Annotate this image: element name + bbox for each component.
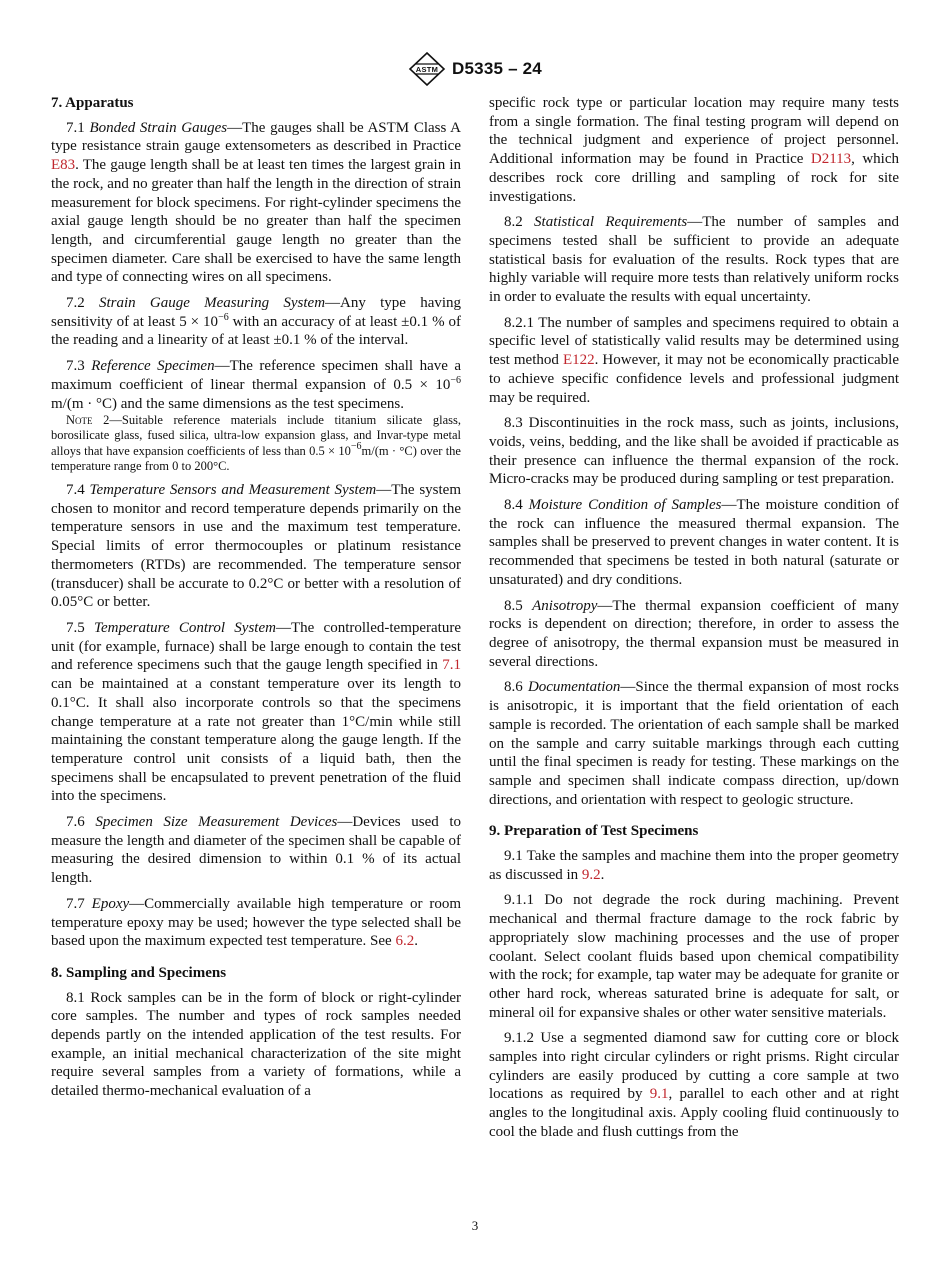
paragraph-7-5: 7.5 Temperature Control System—The controlled-temperature unit (for example, furnace) shall be large enough to contain the test and reference specimens such that the gauge length specified in 7.1 can be maintained at a constant temperature over its length to 0.1°C. It shall also incorporate controls so that the specimens change temperature at a rate not greater than 1°C/min while still maintaining the constant temperature along the gauge length. If the temperature control unit consists of a liquid bath, then the specimens shall be encapsulated to prevent penetration of the fluid into the specimens. (51, 619, 461, 805)
svg-text:ASTM: ASTM (415, 65, 439, 74)
reference-link[interactable]: 7.1 (442, 657, 461, 674)
reference-link[interactable]: E83 (51, 157, 76, 174)
paragraph-7-3: 7.3 Reference Specimen—The reference specimen shall have a maximum coefficient of linear thermal expansion of $0.5 \times 10^{-6}$ m/(m · °C) and the same dimensions as the test specimens. (51, 358, 462, 412)
paragraph-8-1-continued: specific rock type or particular location may require many tests from a single formation. The final testing program will depend on the technical judgment and experience of project personnel. Additional information may be found in Practice D2113, which describes rock core drilling and sampling of rock for site investigations. (489, 95, 899, 205)
note-2: Note 2—Suitable reference materials include titanium silicate glass, borosilicate glass, fused silica, ultra-low expansion glass, and Invar-type metal alloys that have expansion coefficients of less than $0.5 \times 10^{-6}m/(m \cdot ^\circ C)$ over the temperature range from 0 to 200°C. (51, 413, 461, 473)
section-9-heading: 9. Preparation of Test Specimens (489, 823, 699, 840)
paragraph-8-2-1: 8.2.1 The number of samples and specimens required to obtain a specific level of statistically valid results may be determined using test method E122. However, it may not be economically practicable to achieve specific confidence levels and professional judgment may be required. (489, 314, 899, 406)
paragraph-8-2: 8.2 Statistical Requirements—The number of samples and specimens tested shall be sufficient to provide an adequate statistical basis for evaluation of the results. Rock types that are highly variable will require more tests than relatively uniform rocks in order to evaluate the results with equal uncertainty. (489, 214, 900, 306)
reference-link[interactable]: E122 (562, 352, 595, 369)
document-id: D5335 – 24 (452, 59, 542, 78)
left-column (51, 94, 461, 1101)
paragraph-8-1: 8.1 Rock samples can be in the form of block or right-cylinder core samples. The number and types of rock samples needed depends partly on the intended application of the test results. For example, an initial mechanical characterization of the site might require several samples from a variety of formations, while a detailed thermo-mechanical evaluation of a (51, 989, 461, 1100)
reference-link[interactable]: D2113 (810, 151, 852, 168)
paragraph-7-4: 7.4 Temperature Sensors and Measurement System—The system chosen to monitor and record temperature depends primarily on the temperature sensors in use and the maximum test temperature. Special limits of error thermocouples or platinum resistance thermometers (RTDs) are recommended. The temperature sensor (transducer) shall be accurate to 0.2°C or better with a resolution of 0.05°C or better. (51, 482, 461, 611)
section-8-heading: 8. Sampling and Specimens (51, 964, 227, 981)
paragraph-8-5: 8.5 Anisotropy—The thermal expansion coefficient of many rocks is dependent on direction; therefore, in order to assess the degree of anisotropy, the thermal expansion must be measured in several directions. (489, 597, 899, 670)
paragraph-7-7: 7.7 Epoxy—Commercially available high temperature or room temperature epoxy may be used; however the type selected shall be based upon the maximum expected test temperature. See 6.2. (51, 895, 461, 950)
reference-link[interactable]: 6.2 (395, 933, 415, 950)
paragraph-9-1-1: 9.1.1 Do not degrade the rock during machining. Prevent mechanical and thermal fracture damage to the rock fabric by appropriately slow machining processes and the use of proper coolant. Select coolant fluids based upon chemical compatibility with the rock; for example, tap water may be adequate for granite or other hard rock, whereas saturated brine is adequate for salt, or mineral oil for expansive shales or other water sensitive materials. (489, 892, 899, 1021)
page-header (0, 52, 950, 86)
reference-link[interactable]: 9.1 (649, 1086, 669, 1103)
astm-logo-icon (408, 52, 446, 86)
right-column (489, 94, 899, 1142)
paragraph-8-4: 8.4 Moisture Condition of Samples—The moisture condition of the rock can influence the measured thermal expansion. The samples shall be preserved to prevent changes in water content. It is recommended that specimens be tested in both natural (saturate or unsaturated) and dry conditions. (489, 497, 900, 588)
page-number: 3 (471, 1218, 479, 1233)
paragraph-7-1: 7.1 Bonded Strain Gauges—The gauges shall be ASTM Class A type resistance strain gauge extensometers as described in Practice E83. The gauge length shall be at least ten times the largest grain in the rock, and no greater than half the length in the direction of strain measurement for block specimens. For right-cylinder specimens the axial gauge length should be no greater than half the specimen length, and circumferential gauge length no greater than the specimen diameter. Care shall be exercised to have the same length and type of connecting wires on all specimens. (51, 119, 462, 286)
paragraph-9-1: 9.1 Take the samples and machine them into the proper geometry as discussed in 9.2. (489, 848, 899, 883)
paragraph-9-1-2: 9.1.2 Use a segmented diamond saw for cutting core or block samples into right circular cylinders or right prisms. Right circular cylinders are easily produced by cutting a core sample at two locations as required by 9.1, parallel to each other and at right angles to the longitudinal axis. Apply cooling fluid continuously to cool the blade and flush cuttings from the (489, 1030, 899, 1140)
paragraph-7-6: 7.6 Specimen Size Measurement Devices—Devices used to measure the length and diameter of the specimen shall be capable of measuring the desired dimension to within 0.1 % of its actual length. (51, 814, 461, 887)
paragraph-8-3: 8.3 Discontinuities in the rock mass, such as joints, inclusions, voids, veins, bedding, and the like shall be avoided if practicable as their presence can influence the thermal expansion of the rock. Micro-cracks may be produced during sampling or test preparation. (489, 415, 899, 488)
paragraph-8-6: 8.6 Documentation—Since the thermal expansion of most rocks is anisotropic, it is important that the field orientation of each sample is recorded. The orientation of each sample shall be marked on the sample and carry suitable markings through each cutting until the final specimen is ready for testing. These markings on the sample and specimen shall indicate compass direction, up/down directions, and orientation with respect to geologic structure. (489, 679, 899, 808)
reference-link[interactable]: 9.2 (581, 866, 601, 883)
section-7-heading: 7. Apparatus (51, 95, 134, 111)
paragraph-7-2: 7.2 Strain Gauge Measuring System—Any type having sensitivity of at least $5 \times 10^{-6}$ with an accuracy of at least ±0.1 % of the reading and a linearity of at least ±0.1 % of the interval. (51, 295, 462, 349)
